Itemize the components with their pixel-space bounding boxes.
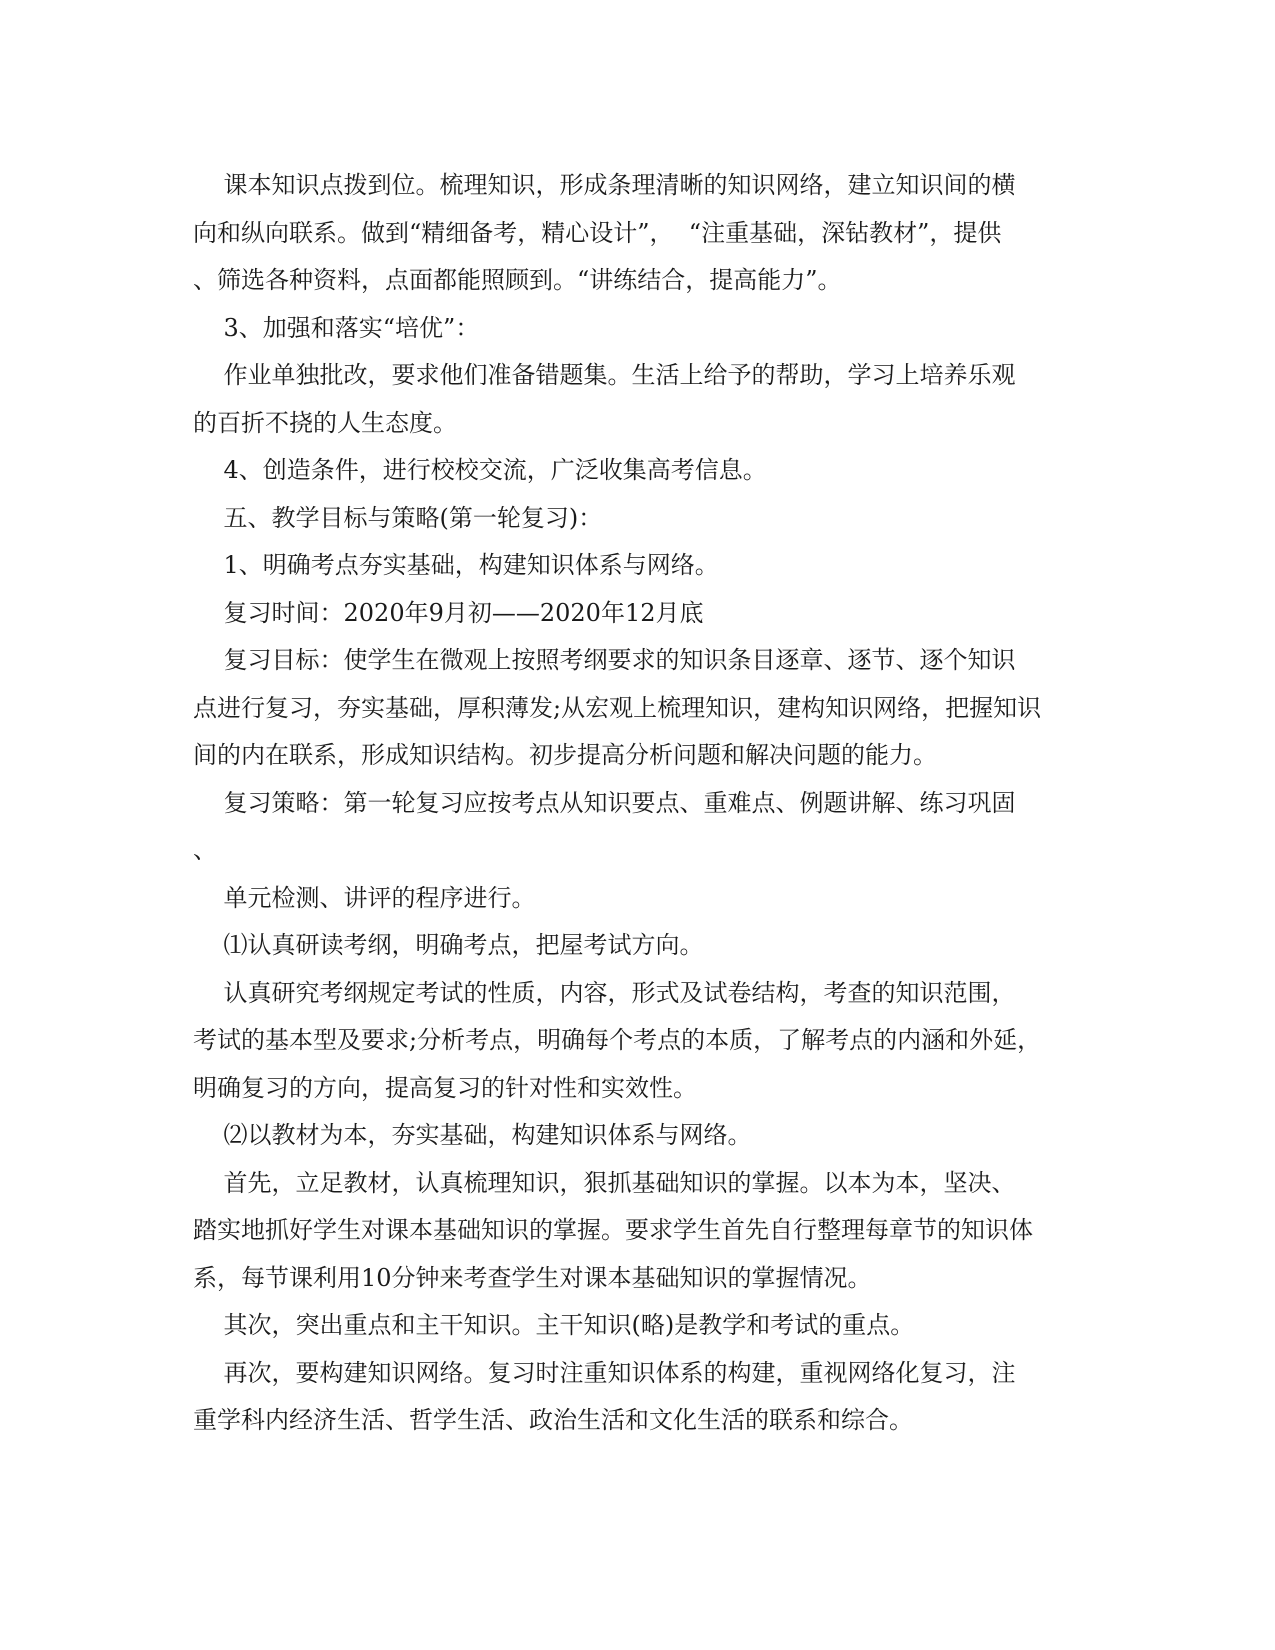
body-line: 3、加强和落实“培优”： [193, 313, 480, 342]
body-line: 课本知识点拨到位。梳理知识，形成条理清晰的知识网络，建立知识间的横 [193, 171, 1016, 199]
body-line: ⑴认真研读考纲，明确考点，把屋考试方向。 [193, 931, 704, 959]
body-line: 复习时间：2020年9月初——2020年12月底 [193, 598, 704, 627]
body-line: 系，每节课利用10分钟来考查学生对课本基础知识的掌握情况。 [193, 1263, 872, 1292]
body-line: 重学科内经济生活、哲学生活、政治生活和文化生活的联系和综合。 [193, 1406, 913, 1434]
body-line: 1、明确考点夯实基础，构建知识体系与网络。 [193, 551, 719, 579]
body-line: 其次，突出重点和主干知识。主干知识(略)是教学和考试的重点。 [193, 1311, 915, 1339]
body-line: 认真研究考纲规定考试的性质，内容，形式及试卷结构，考查的知识范围， [193, 978, 1016, 1007]
document-body [193, 162, 1083, 1445]
body-line: 的百折不挠的人生态度。 [193, 408, 457, 437]
body-line: 4、创造条件，进行校校交流，广泛收集高考信息。 [193, 456, 767, 484]
body-line: 作业单独批改，要求他们准备错题集。生活上给予的帮助，学习上培养乐观 [193, 361, 1016, 389]
body-line: 间的内在联系，形成知识结构。初步提高分析问题和解决问题的能力。 [193, 741, 937, 769]
body-line: 复习目标：使学生在微观上按照考纲要求的知识条目逐章、逐节、逐个知识 [193, 646, 1016, 674]
body-line: ⑵以教材为本，夯实基础，构建知识体系与网络。 [193, 1121, 752, 1149]
body-line: 复习策略：第一轮复习应按考点从知识要点、重难点、例题讲解、练习巩固 [193, 788, 1016, 817]
body-line: 再次，要构建知识网络。复习时注重知识体系的构建，重视网络化复习，注 [193, 1358, 1016, 1387]
body-line: 单元检测、讲评的程序进行。 [193, 883, 536, 912]
body-line: 、筛选各种资料，点面都能照顾到。“讲练结合，提高能力”。 [193, 266, 842, 294]
body-line: 踏实地抓好学生对课本基础知识的掌握。要求学生首先自行整理每章节的知识体 [193, 1216, 1033, 1244]
body-line: 点进行复习，夯实基础，厚积薄发;从宏观上梳理知识，建构知识网络，把握知识 [193, 693, 1042, 722]
body-line: 首先，立足教材，认真梳理知识，狠抓基础知识的掌握。以本为本，坚决、 [193, 1168, 1016, 1197]
body-line: 、 [193, 836, 217, 864]
body-line: 明确复习的方向，提高复习的针对性和实效性。 [193, 1073, 697, 1102]
section-heading: 五、教学目标与策略(第一轮复习)： [193, 503, 603, 532]
body-line: 向和纵向联系。做到“精细备考，精心设计”， “注重基础，深钻教材”，提供 [193, 218, 1002, 247]
body-line: 考试的基本型及要求;分析考点，明确每个考点的本质，了解考点的内涵和外延， [193, 1026, 1042, 1054]
